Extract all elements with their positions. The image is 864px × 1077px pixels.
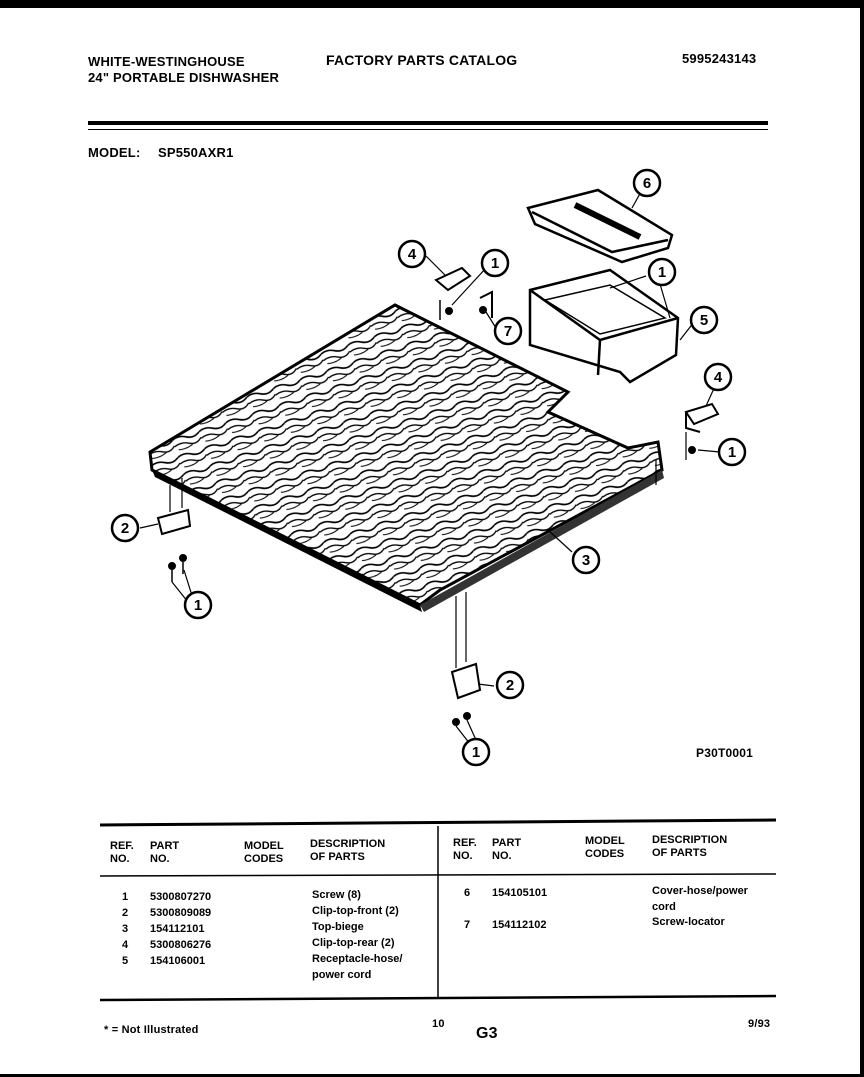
ref-header: REF. NO.: [110, 840, 134, 865]
callout-1: 1: [471, 744, 481, 761]
callout-1: 1: [193, 597, 203, 614]
catalog-title: FACTORY PARTS CATALOG: [326, 52, 518, 68]
table-row-ref: 4: [122, 939, 129, 951]
part-header-right: PART NO.: [492, 837, 522, 862]
catalog-date: 9/93: [748, 1018, 771, 1030]
desc-header-right: DESCRIPTION OF PARTS: [652, 834, 728, 859]
callout-5: 5: [699, 312, 709, 329]
model-label: MODEL:: [88, 145, 141, 160]
table-row-part: 154112102: [492, 919, 547, 931]
product-title: 24" PORTABLE DISHWASHER: [88, 70, 280, 85]
receptacle-part: [530, 270, 678, 382]
clip-rear-right: [656, 404, 718, 485]
table-row-desc: Clip-top-front (2): [312, 905, 399, 917]
table-row-desc: Screw (8): [312, 889, 361, 901]
callout-4: 4: [713, 369, 723, 386]
callout-1: 1: [727, 444, 737, 461]
model-header: MODEL CODES: [244, 840, 284, 865]
table-row-desc-cont: cord: [652, 901, 676, 913]
model-value: SP550AXR1: [158, 145, 234, 160]
desc-header: DESCRIPTION OF PARTS: [310, 838, 386, 863]
table-row-ref: 3: [122, 923, 129, 935]
table-row-part: 154106001: [150, 955, 206, 967]
brand-title: WHITE-WESTINGHOUSE: [88, 54, 245, 69]
callout-2: 2: [505, 677, 515, 694]
callout-6: 6: [642, 175, 652, 192]
model-header-right: MODEL CODES: [585, 835, 625, 860]
table-row-desc-cont: power cord: [312, 969, 372, 981]
table-row-part: 5300806276: [150, 939, 212, 951]
table-row-ref: 5: [122, 955, 129, 967]
page-number: 10: [432, 1018, 445, 1030]
cover-part: [528, 190, 672, 262]
clip-front-left: [158, 478, 190, 582]
table-row-part: 154112101: [150, 923, 205, 935]
table-row-desc: Screw-locator: [652, 916, 725, 928]
callout-3: 3: [581, 552, 591, 569]
clip-rear-left: [436, 268, 470, 320]
table-row-ref: 7: [464, 919, 471, 931]
table-row-desc: Cover-hose/power: [652, 885, 748, 897]
table-row-ref: 2: [122, 907, 129, 919]
table-row-desc: Clip-top-rear (2): [312, 937, 395, 949]
callout-4: 4: [407, 246, 417, 263]
clip-front-right: [452, 592, 480, 725]
callout-1: 1: [490, 255, 500, 272]
table-row-part: 154105101: [492, 887, 548, 899]
table-row-desc: Top-biege: [312, 921, 364, 933]
table-row-ref: 6: [464, 887, 471, 899]
catalog-number: 5995243143: [682, 51, 757, 66]
locator-screw: [480, 292, 492, 318]
table-row-part: 5300809089: [150, 907, 212, 919]
callout-7: 7: [503, 323, 513, 340]
ref-header-right: REF. NO.: [453, 837, 477, 862]
diagram-code: P30T0001: [696, 746, 753, 760]
section-code: G3: [476, 1025, 498, 1042]
callout-2: 2: [120, 520, 130, 537]
table-row-desc: Receptacle-hose/: [312, 953, 403, 965]
table-row-ref: 1: [122, 891, 129, 903]
part-header: PART NO.: [150, 840, 180, 865]
table-row-part: 5300807270: [150, 891, 212, 903]
footnote: * = Not Illustrated: [104, 1024, 199, 1036]
callout-1: 1: [657, 264, 667, 281]
